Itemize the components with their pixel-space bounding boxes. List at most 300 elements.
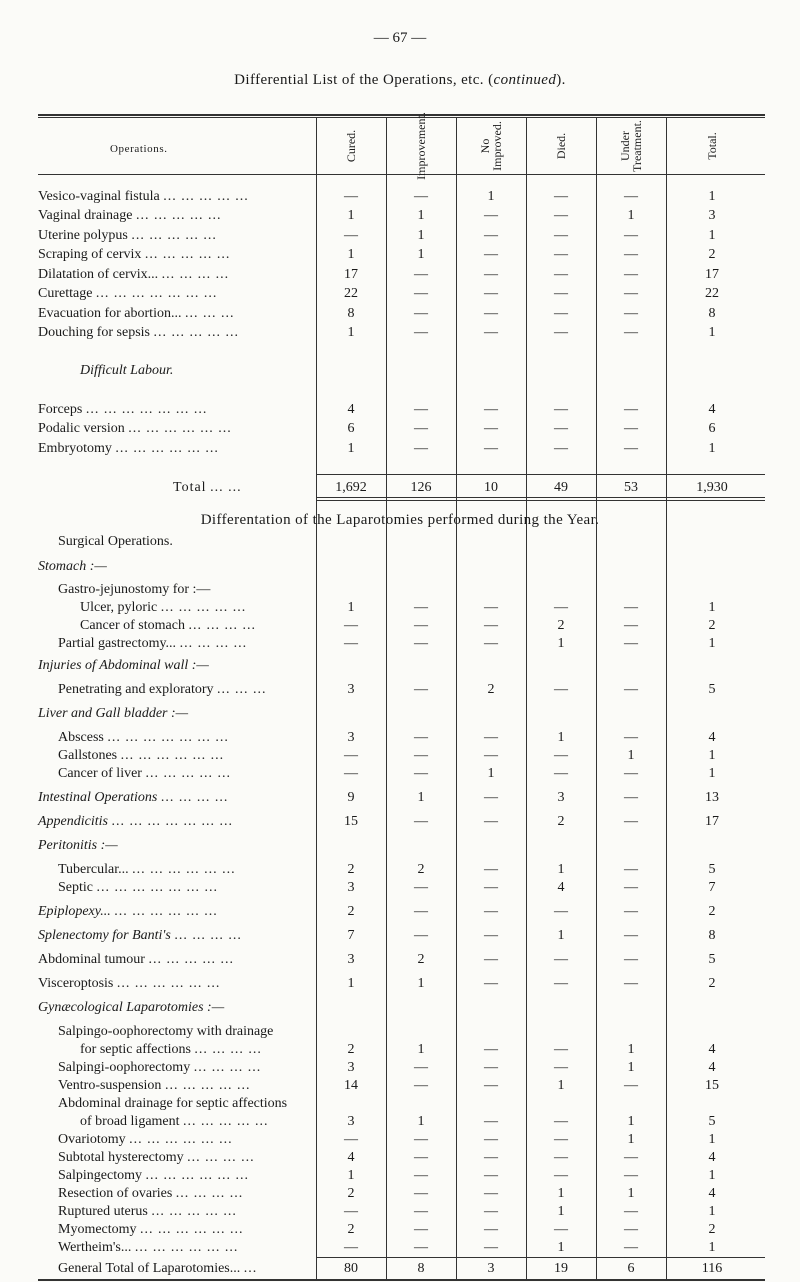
cell: — [484,208,498,223]
header-rule [38,174,765,175]
cell: — [484,600,498,615]
cell: — [414,1222,428,1237]
cell: 3 [708,208,716,223]
cell: 2 [708,904,716,919]
difficult-labour-heading: Difficult Labour. [80,363,174,378]
cell: — [554,1222,568,1237]
total-label: Total [173,480,207,495]
cell: — [484,618,498,633]
page-title [0,72,800,89]
cell: — [554,228,568,243]
cell: 3 [347,952,355,967]
cell: 1 [557,636,565,651]
cell: 3 [347,1060,355,1075]
row-leader: ... ... ... ... [161,267,230,282]
cell: — [484,1186,498,1201]
row-leader: ... ... ... ... ... ... [145,1168,249,1183]
row-label: Gallstones [58,748,118,763]
row-leader: ... ... ... ... [194,1042,262,1057]
row-label: Curettage [38,286,93,301]
row-label: Abdominal tumour [38,952,145,967]
total-rule-bottom2 [316,500,765,501]
total-cell: 126 [410,480,432,495]
stomach-heading: Stomach :— [38,559,107,574]
row-leader: ... ... ... ... ... ... [116,976,221,991]
cell: — [484,1240,498,1255]
row-label: Salpingectomy [58,1168,142,1183]
cell: — [554,441,568,456]
cell: — [624,682,638,697]
row-leader: ... ... ... ... [175,1186,244,1201]
cell: 7 [347,928,355,943]
cell: 1 [347,600,355,615]
cell: 1 [708,228,716,243]
cell: — [554,904,568,919]
cell: 9 [347,790,355,805]
surgical-operations-heading: Surgical Operations. [58,534,173,549]
row-leader: ... ... ... ... [174,928,242,943]
row-leader: ... ... ... ... ... ... [129,1132,233,1147]
general-total-cell: 80 [344,1261,358,1276]
cell: — [484,306,498,321]
peritonitis-heading: Peritonitis :— [38,838,118,853]
cell: — [554,1132,568,1147]
cell: — [624,267,638,282]
cell: — [484,247,498,262]
cell: — [624,952,638,967]
cell: 4 [708,402,716,417]
cell: — [624,862,638,877]
row-leader: ... ... ... ... ... [135,208,222,223]
cell: — [344,1204,358,1219]
cell: 1 [627,1042,635,1057]
cell: — [554,421,568,436]
row-leader: ... ... ... ... [193,1060,262,1075]
cell: 2 [347,1222,355,1237]
cell: 1 [627,208,635,223]
cell: 1 [417,1042,425,1057]
cell: — [554,306,568,321]
cell: — [414,1060,428,1075]
cell: 1 [557,1204,565,1219]
row-label: Subtotal hysterectomy [58,1150,184,1165]
cell: — [624,790,638,805]
total-leader: ... ... [210,480,242,495]
row-leader: ... ... ... ... ... ... [140,1222,244,1237]
title-paren-open: ( [488,72,494,88]
cell: — [484,1060,498,1075]
cell: 1 [347,976,355,991]
col-header-died: Died. [554,132,568,160]
cell: — [484,976,498,991]
total-cell: 1,930 [696,480,728,495]
row-label: Wertheim's... [58,1240,132,1255]
general-total-cell: 6 [627,1261,635,1276]
cell: — [624,1222,638,1237]
cell: 1 [557,1240,565,1255]
cell: — [484,1078,498,1093]
cell: 6 [347,421,355,436]
cell: — [484,421,498,436]
cell: 22 [705,286,719,301]
cell: — [624,441,638,456]
cell: — [554,748,568,763]
grand-total-rule-bottom [38,1279,765,1281]
row-label: Douching for sepsis [38,325,150,340]
cell: — [624,1150,638,1165]
cell: — [484,228,498,243]
cell: — [554,1114,568,1129]
general-total-cell: 8 [417,1261,425,1276]
cell: 1 [708,189,716,204]
cell: — [344,748,358,763]
cell: — [554,600,568,615]
cell: 1 [417,790,425,805]
cell: 2 [347,862,355,877]
cell: — [554,267,568,282]
cell: 2 [557,814,565,829]
cell: — [624,325,638,340]
row-leader: ... ... ... ... ... ... ... [107,730,229,745]
cell: — [624,421,638,436]
cell: 17 [705,814,719,829]
row-leader: ... ... ... ... ... ... [132,862,236,877]
cell: — [484,441,498,456]
cell: — [624,766,638,781]
cell: 13 [705,790,719,805]
row-label: Epiplopexy... [38,904,111,919]
row-label: Partial gastrectomy... [58,636,177,651]
row-label: Ovariotomy [58,1132,126,1147]
top-rule [38,117,765,118]
cell: — [414,306,428,321]
cell: 2 [487,682,495,697]
cell: — [624,814,638,829]
cell: 1 [627,1186,635,1201]
cell: — [624,1078,638,1093]
col-header-no-improved: No Improved. [478,121,504,171]
cell: — [344,228,358,243]
cell: — [554,402,568,417]
cell: — [554,208,568,223]
cell: 1 [417,247,425,262]
general-total-cell: 116 [701,1261,723,1276]
row-label: Cancer of liver [58,766,142,781]
cell: 1 [417,228,425,243]
cell: 2 [708,976,716,991]
cell: 22 [344,286,358,301]
cell: — [554,766,568,781]
cell: — [624,286,638,301]
row-label: Tubercular... [58,862,129,877]
total-cell: 53 [624,480,638,495]
row-leader: ... ... ... ... ... [144,247,231,262]
cell: — [414,682,428,697]
row-label: Evacuation for abortion... [38,306,182,321]
title-continued: continued [493,72,557,88]
cell: — [484,862,498,877]
cell: — [414,1186,428,1201]
col-header-cured: Cured. [344,129,358,163]
cell: — [484,904,498,919]
row-leader: ... ... ... ... ... [145,766,231,781]
row-leader: ... ... ... ... ... ... ... [95,286,218,301]
cell: 17 [705,267,719,282]
cell: — [414,618,428,633]
row-label: Abscess [58,730,104,745]
cell: — [344,189,358,204]
cell: — [484,1150,498,1165]
cell: — [484,1168,498,1183]
col-header-total: Total. [705,132,719,160]
cell: 8 [708,928,716,943]
cell: — [414,880,428,895]
cell: 3 [347,682,355,697]
cell: 6 [708,421,716,436]
cell: 4 [708,1186,716,1201]
cell: 1 [708,1204,716,1219]
cell: — [484,1222,498,1237]
cell: — [624,600,638,615]
injuries-heading: Injuries of Abdominal wall :— [38,658,209,673]
col-header-improvement: Improvement. [414,112,428,180]
cell: 4 [708,1060,716,1075]
col-line-6 [666,118,667,1279]
cell: 5 [708,682,716,697]
cell: 2 [347,904,355,919]
cell: 15 [705,1078,719,1093]
cell: 8 [347,306,355,321]
cell: — [484,267,498,282]
cell: 1 [627,1060,635,1075]
cell: 3 [557,790,565,805]
row-label: for septic affections [80,1042,191,1057]
cell: 1 [627,1114,635,1129]
cell: 15 [344,814,358,829]
cell: — [344,618,358,633]
cell: — [484,1132,498,1147]
cell: — [484,748,498,763]
row-label: Salpingi-oophorectomy [58,1060,191,1075]
cell: 1 [557,730,565,745]
page-number: — 67 — [373,30,427,46]
cell: — [484,730,498,745]
row-leader: ... ... ... ... ... [131,228,217,243]
row-leader: ... ... ... ... ... [151,1204,237,1219]
cell: — [484,286,498,301]
row-leader: ... ... ... ... ... ... ... [96,880,218,895]
cell: 1 [708,766,716,781]
cell: — [414,421,428,436]
total-rule-top [316,474,765,475]
cell: — [554,952,568,967]
cell: 1 [347,325,355,340]
cell: 1 [708,1240,716,1255]
total-cell: 10 [484,480,498,495]
row-label: Resection of ovaries [58,1186,173,1201]
cell: 5 [708,862,716,877]
row-label: Myomectomy [58,1222,137,1237]
cell: — [554,1060,568,1075]
row-leader: ... ... ... ... ... ... [115,441,219,456]
cell: 1 [487,766,495,781]
abdominal-drainage-line1: Abdominal drainage for septic affections [58,1096,288,1111]
cell: 4 [708,1042,716,1057]
row-leader: ... ... ... ... ... [148,952,234,967]
cell: — [624,228,638,243]
row-label: Podalic version [38,421,125,436]
total-cell: 49 [554,480,568,495]
cell: — [624,1168,638,1183]
cell: — [414,1240,428,1255]
row-label: of broad ligament [80,1114,180,1129]
cell: 4 [708,730,716,745]
row-leader: ... ... ... ... ... ... ... [85,402,208,417]
row-label: Vaginal drainage [38,208,133,223]
cell: 4 [347,402,355,417]
cell: 1 [487,189,495,204]
cell: 7 [708,880,716,895]
cell: — [344,1240,358,1255]
cell: — [624,1204,638,1219]
cell: — [484,1042,498,1057]
cell: — [484,402,498,417]
row-leader: ... ... ... ... [188,618,256,633]
row-leader: ... ... ... ... [160,790,229,805]
cell: — [414,928,428,943]
gynaecological-heading: Gynæcological Laparotomies :— [38,1000,225,1015]
cell: — [344,766,358,781]
row-leader: ... ... ... ... ... ... [128,421,232,436]
cell: 1 [708,600,716,615]
cell: — [414,1168,428,1183]
cell: — [344,1132,358,1147]
cell: 2 [557,618,565,633]
cell: — [414,441,428,456]
cell: 8 [708,306,716,321]
cell: 4 [557,880,565,895]
row-leader: ... ... ... ... ... ... [114,904,218,919]
cell: 1 [557,928,565,943]
cell: 4 [708,1150,716,1165]
cell: 2 [708,247,716,262]
row-leader: ... ... ... ... ... ... [134,1240,239,1255]
row-label: Ruptured uterus [58,1204,148,1219]
row-label: Scraping of cervix [38,247,142,262]
cell: 1 [557,862,565,877]
cell: — [414,286,428,301]
cell: — [554,1150,568,1165]
row-leader: ... ... ... ... ... [164,1078,251,1093]
grand-total-rule-top [316,1257,765,1258]
cell: — [554,286,568,301]
row-leader: ... ... ... ... ... [153,325,239,340]
cell: 1 [708,1168,716,1183]
cell: 17 [344,267,358,282]
cell: 1 [417,976,425,991]
cell: — [414,1132,428,1147]
cell: — [554,247,568,262]
top-double-rule [38,114,765,116]
cell: — [484,1204,498,1219]
cell: — [484,636,498,651]
cell: 1 [557,1078,565,1093]
title-lead: Differential List of the Operations, etc. [234,72,484,88]
cell: — [554,1042,568,1057]
row-label: Septic [58,880,93,895]
general-total-label: General Total of Laparotomies... [58,1261,241,1276]
cell: — [624,189,638,204]
cell: 2 [417,862,425,877]
row-label: Ventro-suspension [58,1078,162,1093]
cell: — [554,682,568,697]
cell: 2 [417,952,425,967]
cell: 1 [347,247,355,262]
cell: — [484,928,498,943]
cell: — [414,600,428,615]
row-leader: ... ... ... ... ... [160,600,247,615]
cell: 3 [347,1114,355,1129]
title-paren-close: ). [556,72,566,88]
row-label: Forceps [38,402,83,417]
cell: — [414,636,428,651]
row-label: Intestinal Operations [38,790,158,805]
cell: — [554,976,568,991]
cell: — [624,880,638,895]
cell: 2 [708,618,716,633]
cell: 1 [347,1168,355,1183]
cell: — [624,1240,638,1255]
row-label: Vesico-vaginal fistula [38,189,160,204]
cell: — [624,904,638,919]
cell: 5 [708,1114,716,1129]
cell: — [624,402,638,417]
cell: — [624,306,638,321]
row-label: Splenectomy for Banti's [38,928,171,943]
cell: — [414,904,428,919]
cell: 2 [708,1222,716,1237]
total-cell: 1,692 [335,480,367,495]
cell: 4 [347,1150,355,1165]
cell: — [484,952,498,967]
cell: — [624,976,638,991]
col-header-operations: Operations. [110,143,168,155]
row-leader: ... ... ... ... ... [183,1114,269,1129]
cell: 1 [708,441,716,456]
cell: — [624,247,638,262]
cell: 14 [344,1078,358,1093]
row-label: Ulcer, pyloric [80,600,158,615]
cell: 5 [708,952,716,967]
cell: 1 [627,748,635,763]
row-label: Embryotomy [38,441,112,456]
cell: 1 [627,1132,635,1147]
cell: — [414,748,428,763]
cell: — [624,730,638,745]
cell: — [414,267,428,282]
gastro-heading: Gastro-jejunostomy for :— [58,582,211,597]
cell: — [414,766,428,781]
cell: — [344,636,358,651]
cell: — [624,928,638,943]
row-leader: ... ... ... [184,306,235,321]
row-leader: ... ... ... ... [179,636,248,651]
cell: 2 [347,1042,355,1057]
cell: — [414,1150,428,1165]
cell: — [414,325,428,340]
row-leader: ... ... ... ... ... [163,189,249,204]
cell: 1 [347,208,355,223]
